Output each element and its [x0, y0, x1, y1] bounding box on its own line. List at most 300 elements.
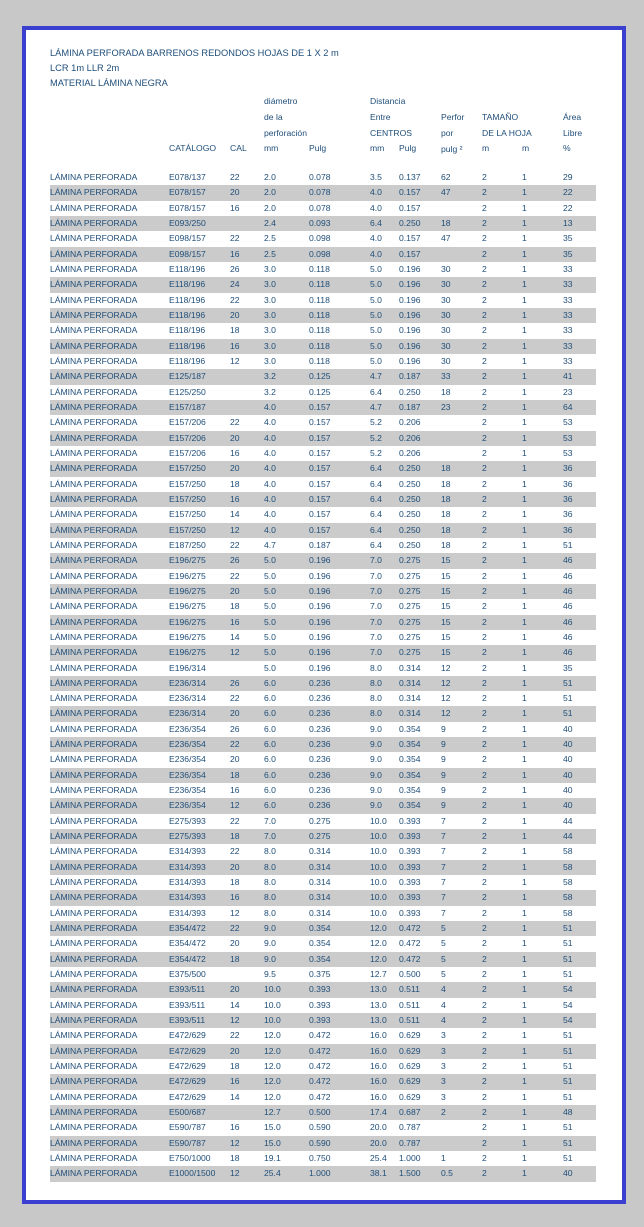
- cell-diam-mm: 8.0: [264, 907, 276, 918]
- table-row: [50, 1136, 596, 1151]
- cell-hoja-m-1: 2: [482, 984, 487, 995]
- cell-centros-pulg: 0.314: [399, 662, 421, 673]
- cell-centros-pulg: 0.629: [399, 1045, 421, 1056]
- cell-perfor: 30: [441, 340, 451, 351]
- cell-hoja-m-2: 1: [522, 233, 527, 244]
- cell-descripcion: LÁMINA PERFORADA: [50, 923, 138, 934]
- cell-hoja-m-2: 1: [522, 631, 527, 642]
- cell-area-libre: 51: [563, 953, 573, 964]
- cell-perfor: 18: [441, 478, 451, 489]
- cell-descripcion: LÁMINA PERFORADA: [50, 631, 138, 642]
- cell-catalogo: E354/472: [169, 923, 206, 934]
- cell-catalogo: E196/275: [169, 570, 206, 581]
- cell-descripcion: LÁMINA PERFORADA: [50, 1015, 138, 1026]
- cell-centros-pulg: 0.157: [399, 248, 421, 259]
- cell-area-libre: 22: [563, 187, 573, 198]
- cell-diam-pulg: 0.118: [309, 325, 330, 336]
- cell-diam-pulg: 0.236: [309, 693, 331, 704]
- cell-centros-pulg: 0.354: [399, 723, 421, 734]
- heading-line-1: LÁMINA PERFORADA BARRENOS REDONDOS HOJAS DE 1 X 2 m: [50, 48, 339, 58]
- cell-catalogo: E236/314: [169, 693, 206, 704]
- cell-catalogo: E157/206: [169, 447, 206, 458]
- cell-diam-pulg: 0.236: [309, 708, 331, 719]
- cell-hoja-m-2: 1: [522, 907, 527, 918]
- cell-hoja-m-2: 1: [522, 877, 527, 888]
- cell-hoja-m-2: 1: [522, 202, 527, 213]
- cell-centros-mm: 12.0: [370, 923, 387, 934]
- cell-catalogo: E472/629: [169, 1091, 206, 1102]
- cell-centros-pulg: 0.275: [399, 601, 421, 612]
- cell-diam-mm: 5.0: [264, 570, 276, 581]
- cell-catalogo: E314/393: [169, 907, 206, 918]
- cell-area-libre: 46: [563, 631, 573, 642]
- cell-diam-mm: 3.0: [264, 340, 276, 351]
- cell-diam-mm: 5.0: [264, 647, 276, 658]
- cell-centros-pulg: 1.500: [399, 1168, 421, 1179]
- cell-diam-pulg: 0.500: [309, 1107, 331, 1118]
- cell-hoja-m-1: 2: [482, 417, 487, 428]
- cell-diam-pulg: 0.472: [309, 1061, 331, 1072]
- table-row: [50, 369, 596, 384]
- table-row: [50, 599, 596, 614]
- cell-hoja-m-2: 1: [522, 754, 527, 765]
- cell-catalogo: E275/393: [169, 831, 206, 842]
- cell-perfor: 5: [441, 953, 446, 964]
- table-row: [50, 768, 596, 783]
- heading-line-2: LCR 1m LLR 2m: [50, 63, 120, 73]
- cell-centros-mm: 10.0: [370, 877, 387, 888]
- cell-diam-mm: 3.0: [264, 309, 276, 320]
- cell-cal: 20: [230, 861, 240, 872]
- table-row: [50, 461, 596, 476]
- header-cal: CAL: [230, 143, 247, 153]
- cell-cal: 14: [230, 999, 240, 1010]
- cell-hoja-m-1: 2: [482, 969, 487, 980]
- cell-catalogo: E196/275: [169, 585, 206, 596]
- cell-descripcion: LÁMINA PERFORADA: [50, 785, 138, 796]
- cell-diam-pulg: 0.275: [309, 831, 331, 842]
- cell-descripcion: LÁMINA PERFORADA: [50, 263, 138, 274]
- cell-area-libre: 51: [563, 938, 573, 949]
- cell-descripcion: LÁMINA PERFORADA: [50, 309, 138, 320]
- cell-centros-pulg: 0.629: [399, 1061, 421, 1072]
- cell-centros-mm: 10.0: [370, 831, 387, 842]
- cell-diam-mm: 2.0: [264, 202, 276, 213]
- cell-catalogo: E314/393: [169, 877, 206, 888]
- cell-area-libre: 64: [563, 401, 573, 412]
- cell-perfor: 47: [441, 233, 451, 244]
- cell-cal: 20: [230, 1045, 240, 1056]
- cell-diam-pulg: 0.196: [309, 662, 331, 673]
- cell-centros-mm: 6.4: [370, 217, 382, 228]
- cell-hoja-m-1: 2: [482, 953, 487, 964]
- cell-centros-pulg: 0.629: [399, 1091, 421, 1102]
- table-row: [50, 1059, 596, 1074]
- cell-catalogo: E125/187: [169, 371, 206, 382]
- cell-diam-pulg: 0.078: [309, 172, 331, 182]
- cell-area-libre: 51: [563, 1122, 573, 1133]
- cell-hoja-m-1: 2: [482, 861, 487, 872]
- cell-diam-mm: 2.5: [264, 248, 276, 259]
- cell-catalogo: E157/250: [169, 509, 206, 520]
- cell-descripcion: LÁMINA PERFORADA: [50, 601, 138, 612]
- cell-hoja-m-2: 1: [522, 601, 527, 612]
- cell-hoja-m-2: 1: [522, 1030, 527, 1041]
- cell-descripcion: LÁMINA PERFORADA: [50, 846, 138, 857]
- cell-diam-mm: 7.0: [264, 815, 276, 826]
- cell-cal: 20: [230, 432, 240, 443]
- cell-hoja-m-1: 2: [482, 172, 487, 182]
- cell-hoja-m-1: 2: [482, 570, 487, 581]
- cell-perfor: 30: [441, 294, 451, 305]
- cell-perfor: 4: [441, 984, 446, 995]
- cell-diam-pulg: 0.590: [309, 1137, 331, 1148]
- cell-centros-mm: 7.0: [370, 631, 382, 642]
- cell-diam-mm: 3.0: [264, 325, 276, 336]
- cell-hoja-m-1: 2: [482, 1045, 487, 1056]
- cell-area-libre: 51: [563, 1137, 573, 1148]
- cell-diam-mm: 6.0: [264, 785, 276, 796]
- cell-hoja-m-2: 1: [522, 723, 527, 734]
- cell-hoja-m-1: 2: [482, 447, 487, 458]
- cell-area-libre: 46: [563, 647, 573, 658]
- cell-descripcion: LÁMINA PERFORADA: [50, 984, 138, 995]
- cell-cal: 22: [230, 570, 240, 581]
- cell-perfor: 7: [441, 815, 446, 826]
- cell-centros-pulg: 0.354: [399, 769, 421, 780]
- cell-diam-mm: 6.0: [264, 754, 276, 765]
- cell-descripcion: LÁMINA PERFORADA: [50, 892, 138, 903]
- cell-catalogo: E196/275: [169, 647, 206, 658]
- cell-area-libre: 51: [563, 708, 573, 719]
- cell-hoja-m-2: 1: [522, 662, 527, 673]
- cell-cal: 22: [230, 739, 240, 750]
- cell-diam-pulg: 0.187: [309, 539, 331, 550]
- cell-area-libre: 53: [563, 447, 573, 458]
- cell-centros-mm: 8.0: [370, 693, 382, 704]
- cell-diam-mm: 9.0: [264, 953, 276, 964]
- cell-descripcion: LÁMINA PERFORADA: [50, 371, 138, 382]
- cell-diam-mm: 10.0: [264, 984, 281, 995]
- cell-hoja-m-1: 2: [482, 999, 487, 1010]
- cell-centros-pulg: 0.157: [399, 202, 421, 213]
- cell-hoja-m-1: 2: [482, 693, 487, 704]
- cell-diam-mm: 3.0: [264, 355, 276, 366]
- cell-diam-mm: 3.2: [264, 386, 276, 397]
- cell-centros-mm: 5.0: [370, 340, 382, 351]
- cell-perfor: 9: [441, 785, 446, 796]
- cell-hoja-m-1: 2: [482, 524, 487, 535]
- cell-area-libre: 35: [563, 233, 573, 244]
- cell-centros-pulg: 0.196: [399, 355, 421, 366]
- table-row: [50, 998, 596, 1013]
- cell-centros-mm: 6.4: [370, 509, 382, 520]
- table-row: [50, 752, 596, 767]
- cell-area-libre: 41: [563, 371, 573, 382]
- cell-area-libre: 58: [563, 907, 573, 918]
- table-row: [50, 354, 596, 369]
- cell-centros-mm: 6.4: [370, 524, 382, 535]
- cell-descripcion: LÁMINA PERFORADA: [50, 1045, 138, 1056]
- table-row: [50, 630, 596, 645]
- cell-centros-mm: 6.4: [370, 386, 382, 397]
- cell-centros-mm: 8.0: [370, 708, 382, 719]
- cell-centros-mm: 6.4: [370, 463, 382, 474]
- cell-catalogo: E157/206: [169, 432, 206, 443]
- cell-hoja-m-1: 2: [482, 340, 487, 351]
- cell-descripcion: LÁMINA PERFORADA: [50, 1076, 138, 1087]
- cell-hoja-m-1: 2: [482, 401, 487, 412]
- cell-diam-mm: 4.0: [264, 524, 276, 535]
- cell-centros-mm: 38.1: [370, 1168, 387, 1179]
- cell-diam-mm: 6.0: [264, 739, 276, 750]
- cell-diam-mm: 19.1: [264, 1153, 281, 1163]
- cell-area-libre: 33: [563, 309, 573, 320]
- cell-catalogo: E236/354: [169, 800, 206, 811]
- table-row: [50, 385, 596, 400]
- table-row: [50, 201, 596, 216]
- cell-diam-pulg: 0.098: [309, 248, 331, 259]
- cell-area-libre: 58: [563, 892, 573, 903]
- cell-diam-mm: 5.0: [264, 662, 276, 673]
- header-hoja-m-2: m: [522, 143, 530, 153]
- cell-centros-mm: 10.0: [370, 892, 387, 903]
- cell-hoja-m-2: 1: [522, 647, 527, 658]
- cell-cal: 26: [230, 555, 240, 566]
- cell-cal: 16: [230, 892, 240, 903]
- cell-catalogo: E078/157: [169, 187, 206, 198]
- cell-hoja-m-2: 1: [522, 478, 527, 489]
- cell-centros-pulg: 0.354: [399, 754, 421, 765]
- cell-diam-pulg: 0.078: [309, 187, 331, 198]
- cell-perfor: 15: [441, 555, 451, 566]
- cell-area-libre: 33: [563, 263, 573, 274]
- cell-hoja-m-2: 1: [522, 846, 527, 857]
- cell-diam-mm: 12.0: [264, 1091, 281, 1102]
- cell-centros-mm: 4.0: [370, 233, 382, 244]
- cell-diam-mm: 6.0: [264, 800, 276, 811]
- cell-cal: 20: [230, 938, 240, 949]
- cell-area-libre: 46: [563, 601, 573, 612]
- cell-diam-pulg: 0.236: [309, 769, 331, 780]
- cell-diam-pulg: 0.236: [309, 739, 331, 750]
- header-diam-mm: mm: [264, 143, 279, 153]
- cell-hoja-m-2: 1: [522, 187, 527, 198]
- cell-diam-pulg: 0.157: [309, 509, 331, 520]
- cell-centros-mm: 9.0: [370, 785, 382, 796]
- cell-perfor: 7: [441, 907, 446, 918]
- cell-area-libre: 46: [563, 585, 573, 596]
- cell-area-libre: 13: [563, 217, 573, 228]
- cell-catalogo: E078/137: [169, 172, 206, 182]
- cell-cal: 14: [230, 1091, 240, 1102]
- cell-catalogo: E375/500: [169, 969, 206, 980]
- cell-diam-pulg: 0.196: [309, 555, 331, 566]
- cell-hoja-m-1: 2: [482, 616, 487, 627]
- cell-area-libre: 51: [563, 1153, 573, 1163]
- cell-diam-pulg: 0.157: [309, 493, 331, 504]
- table-row: [50, 185, 596, 200]
- cell-diam-mm: 4.0: [264, 509, 276, 520]
- cell-cal: 26: [230, 677, 240, 688]
- cell-cal: 20: [230, 585, 240, 596]
- cell-area-libre: 40: [563, 723, 573, 734]
- cell-cal: 26: [230, 263, 240, 274]
- cell-descripcion: LÁMINA PERFORADA: [50, 861, 138, 872]
- cell-descripcion: LÁMINA PERFORADA: [50, 417, 138, 428]
- table-row: [50, 553, 596, 568]
- cell-cal: 22: [230, 172, 240, 182]
- cell-hoja-m-2: 1: [522, 861, 527, 872]
- cell-diam-mm: 8.0: [264, 861, 276, 872]
- cell-centros-pulg: 0.275: [399, 555, 421, 566]
- table-row: [50, 507, 596, 522]
- cell-area-libre: 51: [563, 969, 573, 980]
- cell-diam-mm: 4.0: [264, 401, 276, 412]
- cell-centros-pulg: 0.250: [399, 386, 421, 397]
- cell-hoja-m-2: 1: [522, 999, 527, 1010]
- cell-cal: 22: [230, 539, 240, 550]
- document-frame: [22, 26, 626, 1204]
- cell-catalogo: E314/393: [169, 846, 206, 857]
- cell-descripcion: LÁMINA PERFORADA: [50, 693, 138, 704]
- cell-centros-mm: 12.7: [370, 969, 387, 980]
- cell-area-libre: 40: [563, 1168, 573, 1179]
- cell-diam-pulg: 0.118: [309, 340, 330, 351]
- cell-descripcion: LÁMINA PERFORADA: [50, 769, 138, 780]
- cell-hoja-m-2: 1: [522, 325, 527, 336]
- cell-perfor: 3: [441, 1030, 446, 1041]
- cell-perfor: 12: [441, 693, 451, 704]
- cell-descripcion: LÁMINA PERFORADA: [50, 279, 138, 290]
- cell-perfor: 9: [441, 769, 446, 780]
- cell-centros-mm: 3.5: [370, 172, 382, 182]
- cell-descripcion: LÁMINA PERFORADA: [50, 172, 138, 182]
- cell-descripcion: LÁMINA PERFORADA: [50, 1168, 138, 1179]
- cell-diam-mm: 4.0: [264, 417, 276, 428]
- cell-hoja-m-2: 1: [522, 340, 527, 351]
- cell-descripcion: LÁMINA PERFORADA: [50, 877, 138, 888]
- cell-diam-pulg: 0.157: [309, 478, 331, 489]
- cell-hoja-m-2: 1: [522, 785, 527, 796]
- cell-catalogo: E196/275: [169, 631, 206, 642]
- cell-hoja-m-1: 2: [482, 601, 487, 612]
- cell-cal: 12: [230, 800, 240, 811]
- cell-area-libre: 51: [563, 693, 573, 704]
- cell-cal: 18: [230, 831, 240, 842]
- cell-area-libre: 33: [563, 325, 573, 336]
- cell-centros-pulg: 0.250: [399, 217, 421, 228]
- cell-catalogo: E236/354: [169, 785, 206, 796]
- cell-cal: 20: [230, 309, 240, 320]
- cell-hoja-m-1: 2: [482, 371, 487, 382]
- header-diametro: diámetro de la perforación: [264, 96, 307, 138]
- cell-centros-pulg: 0.500: [399, 969, 421, 980]
- cell-centros-pulg: 0.206: [399, 432, 421, 443]
- cell-centros-pulg: 0.314: [399, 677, 421, 688]
- cell-diam-mm: 5.0: [264, 585, 276, 596]
- cell-diam-pulg: 0.354: [309, 953, 331, 964]
- data-table: [50, 170, 596, 1182]
- cell-centros-pulg: 0.354: [399, 800, 421, 811]
- cell-centros-mm: 16.0: [370, 1091, 387, 1102]
- cell-area-libre: 44: [563, 831, 573, 842]
- cell-diam-pulg: 0.236: [309, 677, 331, 688]
- cell-cal: 16: [230, 447, 240, 458]
- cell-centros-pulg: 0.511: [399, 999, 420, 1010]
- cell-diam-pulg: 0.196: [309, 616, 331, 627]
- cell-hoja-m-2: 1: [522, 570, 527, 581]
- cell-catalogo: E157/250: [169, 478, 206, 489]
- cell-hoja-m-2: 1: [522, 938, 527, 949]
- table-row: [50, 982, 596, 997]
- cell-hoja-m-2: 1: [522, 509, 527, 520]
- cell-descripcion: LÁMINA PERFORADA: [50, 754, 138, 765]
- cell-hoja-m-2: 1: [522, 1168, 527, 1179]
- cell-hoja-m-2: 1: [522, 585, 527, 596]
- cell-hoja-m-1: 2: [482, 769, 487, 780]
- cell-descripcion: LÁMINA PERFORADA: [50, 800, 138, 811]
- cell-catalogo: E098/157: [169, 233, 206, 244]
- cell-centros-mm: 13.0: [370, 1015, 387, 1026]
- cell-descripcion: LÁMINA PERFORADA: [50, 539, 138, 550]
- table-row: [50, 1105, 596, 1120]
- cell-hoja-m-1: 2: [482, 463, 487, 474]
- table-row: [50, 262, 596, 277]
- cell-centros-mm: 9.0: [370, 769, 382, 780]
- header-area: Área Libre: [563, 112, 583, 138]
- cell-area-libre: 29: [563, 172, 573, 182]
- table-row: [50, 1074, 596, 1089]
- cell-hoja-m-1: 2: [482, 355, 487, 366]
- cell-area-libre: 22: [563, 202, 573, 213]
- cell-descripcion: LÁMINA PERFORADA: [50, 953, 138, 964]
- cell-descripcion: LÁMINA PERFORADA: [50, 585, 138, 596]
- cell-descripcion: LÁMINA PERFORADA: [50, 570, 138, 581]
- cell-perfor: 3: [441, 1076, 446, 1087]
- cell-hoja-m-1: 2: [482, 723, 487, 734]
- cell-perfor: 1: [441, 1153, 446, 1163]
- cell-descripcion: LÁMINA PERFORADA: [50, 1107, 138, 1118]
- cell-cal: 16: [230, 493, 240, 504]
- cell-centros-pulg: 0.393: [399, 861, 421, 872]
- cell-cal: 20: [230, 463, 240, 474]
- cell-cal: 12: [230, 524, 240, 535]
- table-row: [50, 967, 596, 982]
- cell-hoja-m-2: 1: [522, 1015, 527, 1026]
- cell-hoja-m-1: 2: [482, 877, 487, 888]
- cell-centros-mm: 16.0: [370, 1061, 387, 1072]
- cell-diam-pulg: 0.196: [309, 570, 331, 581]
- cell-hoja-m-1: 2: [482, 263, 487, 274]
- cell-perfor: 7: [441, 892, 446, 903]
- cell-centros-pulg: 0.314: [399, 708, 421, 719]
- cell-diam-pulg: 0.275: [309, 815, 331, 826]
- cell-diam-pulg: 0.236: [309, 754, 331, 765]
- cell-centros-mm: 4.0: [370, 202, 382, 213]
- cell-area-libre: 53: [563, 432, 573, 443]
- cell-hoja-m-1: 2: [482, 432, 487, 443]
- cell-hoja-m-1: 2: [482, 585, 487, 596]
- cell-hoja-m-1: 2: [482, 1107, 487, 1118]
- cell-perfor: 15: [441, 631, 451, 642]
- table-row: [50, 277, 596, 292]
- cell-diam-mm: 5.0: [264, 555, 276, 566]
- cell-area-libre: 33: [563, 279, 573, 290]
- cell-area-libre: 36: [563, 463, 573, 474]
- table-row: [50, 875, 596, 890]
- cell-hoja-m-2: 1: [522, 417, 527, 428]
